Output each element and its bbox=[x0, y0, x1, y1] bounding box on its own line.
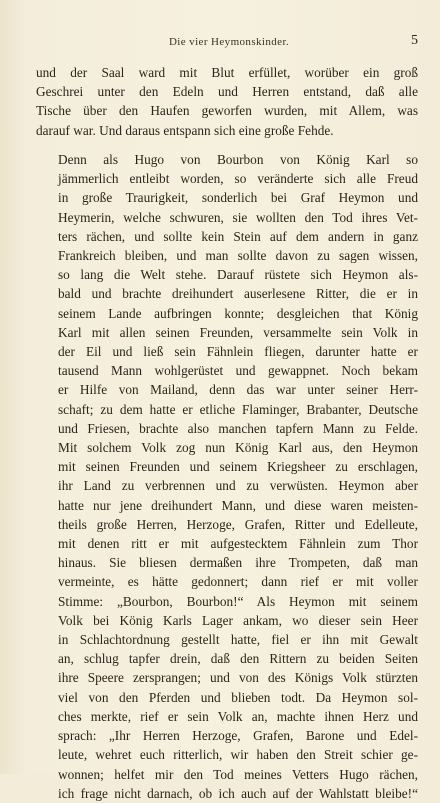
text-line: vermeinte, es hätte gedonnert; dann rief er mit voller bbox=[58, 574, 418, 590]
text-line: mit denen ritt er mit aufgestecktem Fähnlein zum Thor bbox=[58, 536, 418, 552]
text-line: ihr Land zu verbrennen und zu verwüsten. Heymon aber bbox=[58, 478, 418, 494]
text-line: sprach: „Ihr Herren Herzoge, Grafen, Barone und Edel- bbox=[58, 728, 418, 744]
text-line: Stimme: „Bourbon, Bourbon!“ Als Heymon mit seinem bbox=[58, 593, 418, 609]
text-line: mit seinen Freunden und seinem Kriegsheer zu erschlagen, bbox=[58, 459, 418, 475]
text-line: so lang die Welt stehe. Darauf rüstete sich Heymon als- bbox=[58, 267, 418, 283]
paragraph-1 bbox=[36, 63, 418, 140]
text-line: bald und brachte dreihundert auserlesene Ritter, die er in bbox=[58, 286, 418, 302]
text-line: darauf war. Und daraus entspann sich eine große Fehde. bbox=[36, 122, 334, 138]
text-line: der Eil und ließ sein Fähnlein fliegen, darunter hatte er bbox=[58, 344, 418, 360]
text-line: ters rächen, und sollte kein Stein auf dem andern in ganz bbox=[58, 228, 418, 244]
text-line: Geschrei unter den Edeln und Herren entstand, daß alle bbox=[36, 84, 418, 100]
text-line: theils große Herren, Herzoge, Grafen, Ritter und Edelleute, bbox=[58, 516, 418, 532]
text-line: Tische über den Haufen geworfen wurden, mit Allem, was bbox=[36, 103, 418, 119]
page-number: 5 bbox=[411, 33, 418, 48]
text-line: Frankreich bleiben, und man sollte davon zu sagen wissen, bbox=[58, 248, 418, 264]
text-line: und der Saal ward mit Blut erfüllet, worüber ein groß bbox=[36, 65, 418, 80]
text-line: ihre Speere zersprangen; und von des Königs Volk stürzten bbox=[58, 670, 418, 686]
text-line: und Friesen, brachte also manchen tapfern Mann zu Felde. bbox=[58, 420, 418, 436]
text-line: an, schlug tapfer drein, daß den Rittern zu beiden Seiten bbox=[58, 651, 418, 667]
text-line: in Schlachtordnung gestellt hatte, fiel er ihn mit Gewalt bbox=[58, 632, 418, 648]
text-line: er Hilfe von Mailand, denn das war unter seiner Herr- bbox=[58, 382, 418, 398]
paragraph-2 bbox=[36, 150, 418, 803]
text-line: Mit solchem Volk zog nun König Karl aus, den Heymon bbox=[58, 440, 418, 456]
text-line: schaft; zu dem hatte er etliche Flaminger, Brabanter, Deutsche bbox=[58, 401, 418, 417]
text-line: Denn als Hugo von Bourbon von König Karl so bbox=[58, 152, 418, 167]
page-header bbox=[40, 33, 418, 54]
text-line: Volk bei König Karls Lager ankam, wo dieser sein Heer bbox=[58, 612, 418, 628]
text-line: hinaus. Sie bliesen dermaßen ihre Trompeten, daß man bbox=[58, 555, 418, 571]
text-line: viel von den Pferden und blieben todt. Da Heymon sol- bbox=[58, 689, 418, 705]
text-line: leute, wehret euch ritterlich, wir haben den Streit schier ge- bbox=[58, 747, 418, 763]
text-line: ches merkte, rief er sein Volk an, machte ihnen Herz und bbox=[58, 708, 418, 724]
text-line: tausend Mann wohlgerüstet und gewappnet. Noch bekam bbox=[58, 363, 418, 379]
text-line: hatte nur jene dreihundert Mann, und diese waren meisten- bbox=[58, 497, 418, 513]
text-line: wonnen; helfet mir den Tod meines Vetters Hugo rächen, bbox=[58, 766, 418, 782]
text-line: seinem Lande aufbringen konnte; desgleichen that König bbox=[58, 305, 418, 321]
text-line: Karl mit allen seinen Freunden, versammelte sein Volk in bbox=[58, 324, 418, 340]
text-line: jämmerlich entleibt worden, so veränderte sich alle Freud bbox=[58, 171, 418, 187]
text-line: in große Traurigkeit, sonderlich bei Graf Heymon und bbox=[58, 190, 418, 206]
text-line: ich frage nicht darnach, ob ich auch auf der Wahlstatt bleibe!“ bbox=[58, 785, 418, 801]
text-line: Heymerin, welche schwuren, sie wollten den Tod ihres Vet- bbox=[58, 209, 418, 225]
running-head: Die vier Heymonskinder. bbox=[168, 36, 290, 48]
